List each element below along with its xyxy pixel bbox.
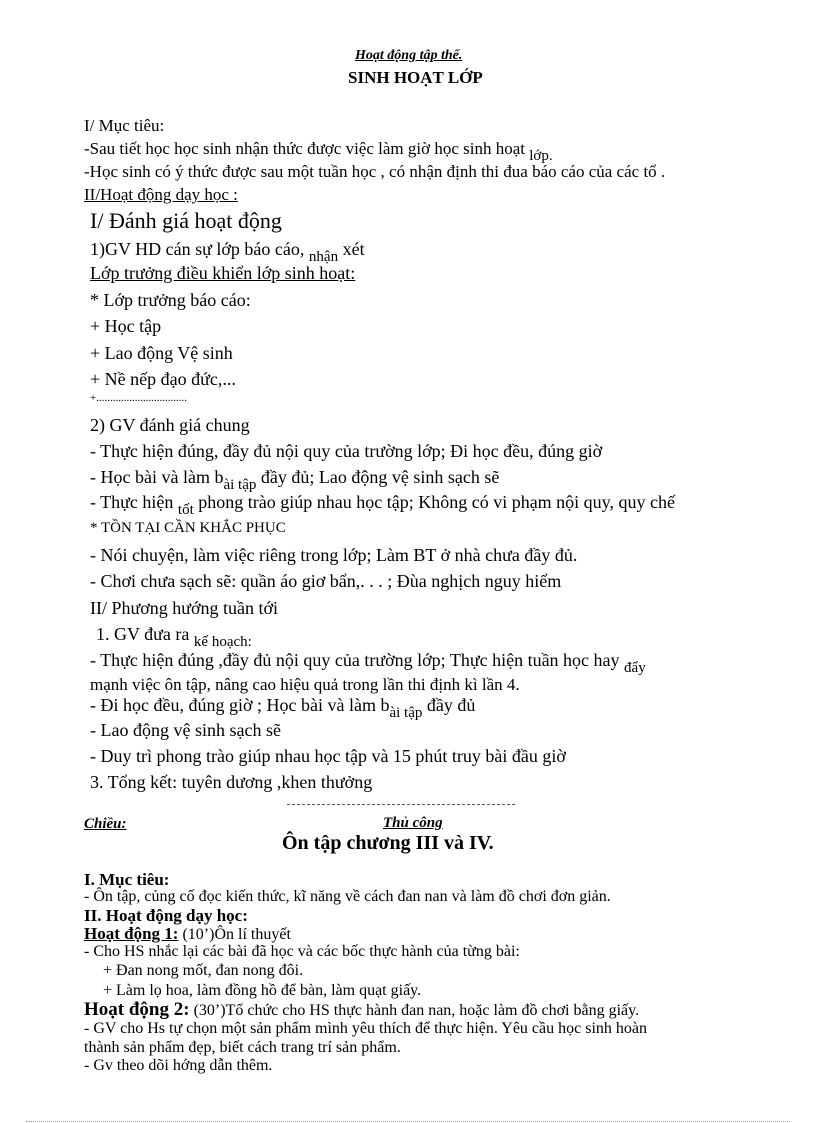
leader-heading: Lớp trưởng điều khiển lớp sinh hoạt: [90, 263, 356, 283]
direction-line-4b: ài tập [389, 705, 423, 721]
objective-heading: I/ Mục tiêu: [84, 116, 165, 135]
issue-line-1: - Nói chuyện, làm việc riêng trong lớp; Làm BT ở nhà chưa đầy đủ. [90, 545, 578, 565]
item-study: + Học tập [90, 316, 162, 336]
activity-1-line-2: + Đan nong mốt, đan nong đôi. [103, 962, 304, 979]
direction-line-1b: kế hoạch: [193, 634, 252, 650]
general-line-3 [90, 492, 675, 518]
direction-line-4c: đầy đủ [426, 695, 476, 715]
activity-2-line-1: - GV cho Hs tự chọn một sản phẩm mình yêu thích để thực hiện. Yêu cầu học sinh hoàn [84, 1020, 648, 1037]
direction-line-5: - Lao động vệ sinh sạch sẽ [90, 720, 281, 740]
direction-line-1 [96, 624, 252, 650]
page-bottom-border [26, 1121, 790, 1122]
direction-line-1a: 1. GV đưa ra [96, 624, 190, 644]
direction-line-4a: - Đi học đều, đúng giờ ; Học bài và làm b [90, 695, 390, 715]
activity-heading-2: II. Hoạt động dạy học: [84, 906, 248, 925]
objective-line-1-tail: lớp. [529, 148, 553, 164]
direction-line-6: - Duy trì phong trào giúp nhau học tập và 15 phút truy bài đầu giờ [90, 746, 566, 766]
activity-2-line-3: - Gv theo dõi hớng dẫn thêm. [84, 1057, 273, 1074]
activity-1-header [84, 924, 291, 944]
activity-heading: II/Hoạt động dạy học : [84, 185, 238, 204]
lesson-title: Ôn tập chương III và IV. [282, 832, 494, 854]
objective-line-1-text: -Sau tiết học học sinh nhận thức được việc làm giờ học sinh hoạt [84, 139, 526, 158]
general-line-3b: tốt [177, 502, 194, 518]
report-line: * Lớp trưởng báo cáo: [90, 290, 251, 310]
activity-1-line-1: - Cho HS nhắc lại các bài đã học và các bốc thực hành của từng bài: [84, 943, 520, 960]
direction-line-2a: - Thực hiện đúng ,đầy đủ nội quy của trường lớp; Thực hiện tuần học hay [90, 650, 620, 670]
item-discipline: + Nề nếp đạo đức,... [90, 369, 236, 389]
general-line-2c: đầy đủ; Lao động vệ sinh sạch sẽ [260, 467, 500, 487]
activity-1-label: Hoạt động 1: [84, 924, 179, 943]
gv-report-c: xét [342, 239, 365, 259]
direction-heading: II/ Phương hướng tuần tới [90, 598, 279, 618]
activity-1-line-3: + Làm lọ hoa, làm đồng hồ để bàn, làm quạt giấy. [103, 982, 422, 999]
activity-1-text: (10’)Ôn lí thuyết [178, 926, 291, 943]
objective-line-1 [84, 139, 553, 164]
activity-2-line-2: thành sản phẩm đẹp, biết cách trang trí sản phẩm. [84, 1039, 401, 1056]
item-labor: + Lao động Vệ sinh [90, 343, 233, 363]
issue-line-2: - Chơi chưa sạch sẽ: quần áo giơ bẩn,. . . ; Đùa nghịch nguy hiểm [90, 571, 562, 591]
subject-label: Thủ công [383, 815, 443, 831]
issues-heading: * TỒN TẠI CẦN KHẮC PHỤC [90, 520, 286, 536]
general-line-3c: phong trào giúp nhau học tập; Không có vi phạm nội quy, quy chế [198, 492, 675, 512]
general-line-3a: - Thực hiện [90, 492, 174, 512]
page-title: SINH HOẠT LỚP [348, 68, 483, 87]
activity-2-text: (30’)Tổ chức cho HS thực hành đan nan, hoặc làm đồ chơi bằng giấy. [189, 1002, 640, 1019]
direction-line-3: mạnh việc ôn tập, nâng cao hiệu quả trong lần thi định kì lần 4. [90, 675, 520, 694]
evaluation-heading: I/ Đánh giá hoạt động [90, 208, 282, 233]
activity-2-label: Hoạt động 2: [84, 999, 190, 1020]
direction-line-2b: đẩy [624, 660, 646, 676]
gv-report-line [90, 239, 365, 265]
direction-line-2 [90, 650, 646, 676]
gv-report-a: 1)GV HD cán sự lớp báo cáo, [90, 239, 305, 259]
session-label: Chiều: [84, 816, 127, 832]
general-line-2a: - Học bài và làm b [90, 467, 224, 487]
category-label: Hoạt động tập thể. [355, 48, 463, 63]
direction-line-4 [90, 695, 476, 721]
direction-line-7: 3. Tổng kết: tuyên dương ,khen thưởng [90, 772, 373, 792]
objective-2-line: - Ôn tập, củng cố đọc kiến thức, kĩ năng về cách đan nan và làm đồ chơi đơn giản. [84, 888, 611, 905]
section-divider [287, 804, 515, 805]
item-placeholder: +................................. [90, 392, 187, 404]
general-line-2b: ài tập [223, 477, 257, 493]
objective-heading-2: I. Mục tiêu: [84, 870, 170, 889]
objective-line-2: -Học sinh có ý thức được sau một tuần học , có nhận định thi đua báo cáo của các tổ . [84, 162, 666, 181]
general-heading: 2) GV đánh giá chung [90, 415, 250, 435]
general-line-2 [90, 467, 500, 493]
gv-report-b: nhận [308, 249, 339, 265]
general-line-1: - Thực hiện đúng, đầy đủ nội quy của trường lớp; Đi học đều, đúng giờ [90, 441, 603, 461]
activity-2-header [84, 999, 639, 1021]
